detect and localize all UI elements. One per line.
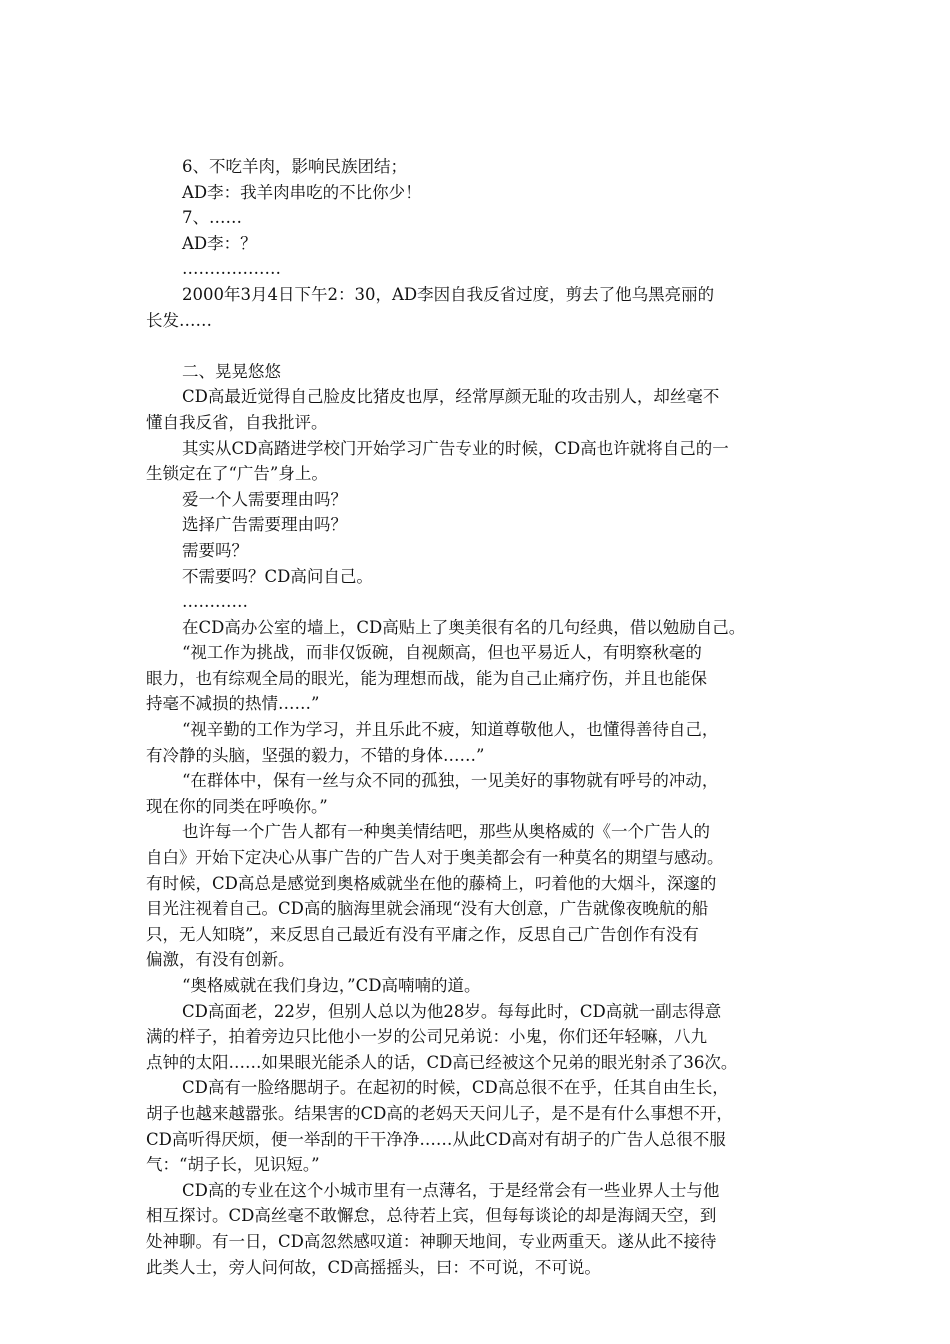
text-line: 胡子也越来越嚣张。结果害的CD高的老妈天天问儿子，是不是有什么事想不开， [146, 1103, 733, 1123]
text-line: 二、晃晃悠悠 [182, 361, 281, 381]
text-line: 有冷静的头脑，坚强的毅力，不错的身体……” [146, 745, 485, 765]
text-line: 在CD高办公室的墙上，CD高贴上了奥美很有名的几句经典，借以勉励自己。 [182, 617, 746, 637]
text-line: CD高最近觉得自己脸皮比猪皮也厚，经常厚颜无耻的攻击别人，却丝毫不 [182, 387, 720, 407]
text-line: 爱一个人需要理由吗？ [182, 489, 347, 509]
text-line: 偏激，有没有创新。 [146, 950, 295, 970]
text-line: “奥格威就在我们身边，”CD高喃喃的道。 [182, 976, 481, 995]
text-line: AD李：我羊肉串吃的不比你少！ [182, 182, 422, 202]
text-line: 满的样子，拍着旁边只比他小一岁的公司兄弟说：小鬼，你们还年轻嘛，八九 [146, 1027, 707, 1047]
blank-line [146, 333, 806, 359]
text-line: ……………… [182, 259, 281, 279]
text-line: 6、不吃羊肉，影响民族团结； [182, 157, 407, 176]
text-line: CD高面老，22岁，但别人总以为他28岁。每每此时，CD高就一副志得意 [182, 1001, 722, 1021]
text-line: CD高有一脸络腮胡子。在起初的时候，CD高总很不在乎，任其自由生长， [182, 1078, 729, 1098]
text-line: 需要吗？ [182, 540, 248, 560]
text-line: 气：“胡子长，见识短。” [146, 1155, 320, 1175]
text-line: 点钟的太阳……如果眼光能杀人的话，CD高已经被这个兄弟的眼光射杀了36次。 [146, 1052, 738, 1072]
text-line: CD高听得厌烦，便一举刮的干干净净……从此CD高对有胡子的广告人总很不服 [146, 1129, 726, 1149]
text-line: 其实从CD高踏进学校门开始学习广告专业的时候，CD高也许就将自己的一 [182, 438, 729, 458]
text-line: 目光注视着自己。CD高的脑海里就会涌现“没有大创意，广告就像夜晚航的船 [146, 899, 709, 919]
text-line: AD李：？ [182, 233, 257, 253]
text-line: 处神聊。有一日，CD高忽然感叹道：神聊天地间，专业两重天。遂从此不接待 [146, 1231, 717, 1251]
text-line: “在群体中，保有一丝与众不同的孤独，一见美好的事物就有呼号的冲动， [182, 771, 719, 791]
text-line: 相互探讨。CD高丝毫不敢懈怠，总待若上宾，但每每谈论的却是海阔天空，到 [146, 1206, 717, 1226]
text-line: 眼力，也有综观全局的眼光，能为理想而战，能为自己止痛疗伤，并且也能保 [146, 668, 707, 688]
text-line: “视工作为挑战，而非仅饭碗，自视颇高，但也平易近人，有明察秋毫的 [182, 643, 702, 663]
text-line: “视辛勤的工作为学习，并且乐此不疲，知道尊敬他人，也懂得善待自己， [182, 720, 719, 740]
text-line: 有时候，CD高总是感觉到奥格威就坐在他的藤椅上，叼着他的大烟斗，深邃的 [146, 873, 717, 893]
text-line: 也许每一个广告人都有一种奥美情结吧，那些从奥格威的《一个广告人的 [182, 822, 710, 842]
text-line: 长发…… [146, 310, 212, 330]
text-line: 7、…… [182, 208, 242, 228]
text-line: 2000年3月4日下午2：30，AD李因自我反省过度，剪去了他乌黑亮丽的 [182, 284, 715, 304]
text-line: 现在你的同类在呼唤你。” [146, 796, 328, 816]
text-line: 选择广告需要理由吗？ [182, 515, 347, 535]
text-line: 此类人士，旁人问何故，CD高摇摇头，曰：不可说，不可说。 [146, 1257, 601, 1277]
text-line: 只，无人知晓”，来反思自己最近有没有平庸之作，反思自己广告创作有没有 [146, 924, 699, 944]
document-page [146, 154, 806, 1280]
text-line: 自白》开始下定决心从事广告的广告人对于奥美都会有一种莫名的期望与感动。 [146, 848, 724, 868]
text-line: 持毫不减损的热情……” [146, 694, 320, 714]
text-line: 生锁定在了“广告”身上。 [146, 464, 328, 484]
text-line: CD高的专业在这个小城市里有一点薄名，于是经常会有一些业界人士与他 [182, 1180, 720, 1200]
text-line: 不需要吗？CD高问自己。 [182, 566, 373, 586]
text-line: 懂自我反省，自我批评。 [146, 412, 328, 432]
text-line: ………… [182, 592, 248, 612]
